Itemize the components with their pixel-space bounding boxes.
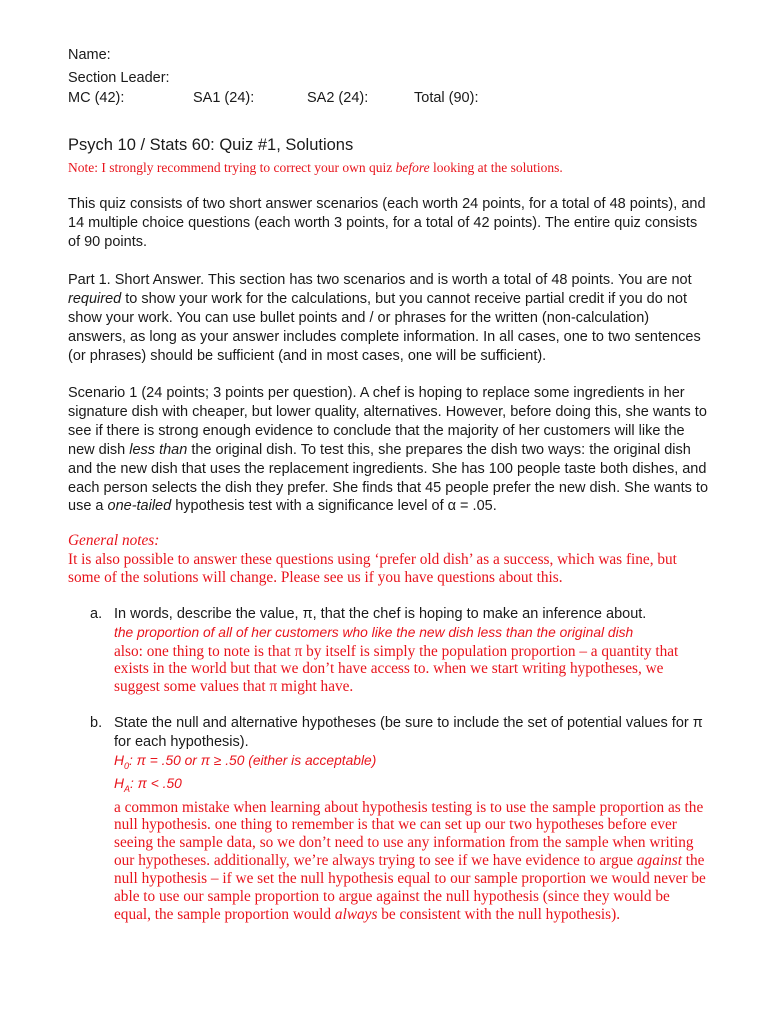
question-b-emphasis-always: always [334,905,378,923]
scenario1-text-a: A chef is hoping to replace some ingredients in her signature dish with cheaper, but lower quality, alternatives. However, before doing this, she wants to see if there is strong enough evidence to conclude that the majority of her customers will like the new dish [68,385,707,458]
question-b-emphasis-against: against [636,852,682,870]
scenario1-text-c: hypothesis test with a significance level of α = .05. [171,498,497,515]
part1-text-b: to show your work for the calculations, but you cannot receive partial credit if you do not show your work. You can use bullet points and / or phrases for the written (non-calculation) answers, as long as your answer includes complete information. In all cases, one to two sentences (or phrases) should be sufficient (and in most cases, one will be sufficient). [68,290,701,364]
part1-heading: Part 1. Short Answer. [68,272,205,288]
page-title: Psych 10 / Stats 60: Quiz #1, Solutions [68,136,354,154]
null-hypothesis-text: : π = .50 or π ≥ .50 (either is acceptable) [128,752,377,768]
solutions-note [68,160,563,176]
null-hypothesis-symbol: H [114,752,124,768]
section-leader-label: Section Leader: [68,70,170,86]
general-notes-heading: General notes: [68,532,160,549]
question-a-answer: the proportion of all of her customers who like the new dish less than the original dish [114,624,634,640]
question-a-text: In words, describe the value, π, that the chef is hoping to make an inference about. [114,606,647,622]
part1-text-a: This section has two scenarios and is worth a total of 48 points. You are not [204,272,692,288]
null-hypothesis-subscript: 0 [123,760,129,771]
question-b-explanation [114,799,706,924]
alternative-hypothesis-subscript: A [123,783,130,794]
null-hypothesis [114,752,706,775]
total-score-label: Total (90): [414,90,479,106]
scenario1-heading: Scenario 1 (24 points; 3 points per question). [68,385,357,401]
alternative-hypothesis-text: : π < .50 [129,776,182,792]
sa2-score-label: SA2 (24): [307,90,369,106]
question-a-label: a. [90,606,103,622]
question-b-explanation-part1: a common mistake when learning about hypothesis testing is to use the sample proportion as the null hypothesis. one thing to remember is that we can set up our two hypotheses before ever seeing the sample data, so we don’t need to use any information from the sample when writing our hypotheses. additionally, we’re always trying to see if we have evidence to argue [114,798,704,870]
name-field-label: Name: [68,47,111,63]
question-b-label: b. [90,715,103,731]
mc-score-label: MC (42): [68,90,125,106]
part1-paragraph [68,271,708,366]
intro-paragraph: This quiz consists of two short answer scenarios (each worth 24 points, for a total of 48 points), and 14 multiple choice questions (each worth 3 points, for a total of 42 points). The entire quiz consists of 90 points. [68,196,706,250]
alternative-hypothesis-symbol: H [114,776,124,792]
note-text-after: looking at the solutions. [429,160,563,175]
scenario1-paragraph [68,384,708,516]
question-b-explanation-part2: the null hypothesis – if we set the null hypothesis equal to our sample proportion we would never be able to use our sample proportion to argue against the null hypothesis (since they would be equal, the sample proportion would [114,852,706,923]
alternative-hypothesis [114,775,706,798]
sa1-score-label: SA1 (24): [193,90,255,106]
note-text-before: Note: I strongly recommend trying to correct your own quiz [68,160,396,175]
question-b-explanation-part3: be consistent with the null hypothesis). [377,905,621,923]
part1-emphasis: required [68,290,122,307]
question-b-text: State the null and alternative hypotheses (be sure to include the set of potential values for π for each hypothesis). [114,715,703,750]
scenario1-emphasis-less-than: less than [129,441,188,458]
note-emphasis: before [395,160,430,175]
scenario1-emphasis-one-tailed: one-tailed [107,498,172,515]
general-notes [68,532,708,588]
scenario1-text-b: the original dish. To test this, she prepares the dish two ways: the original dish and the new dish that uses the replacement ingredients. She has 100 people taste both dishes, and each person selects the dish they prefer. She finds that 45 people prefer the new dish. She wants to use a [68,441,709,515]
score-row [68,90,588,113]
general-notes-text: It is also possible to answer these questions using ‘prefer old dish’ as a success, which was fine, but some of the solutions will change. Please see us if you have questions about this. [68,550,677,587]
question-a-explanation: also: one thing to note is that π by itself is simply the population proportion – a quantity that exists in the world but that we don’t have access to. when we start writing hypotheses, we suggest some values that π might have. [114,642,679,696]
